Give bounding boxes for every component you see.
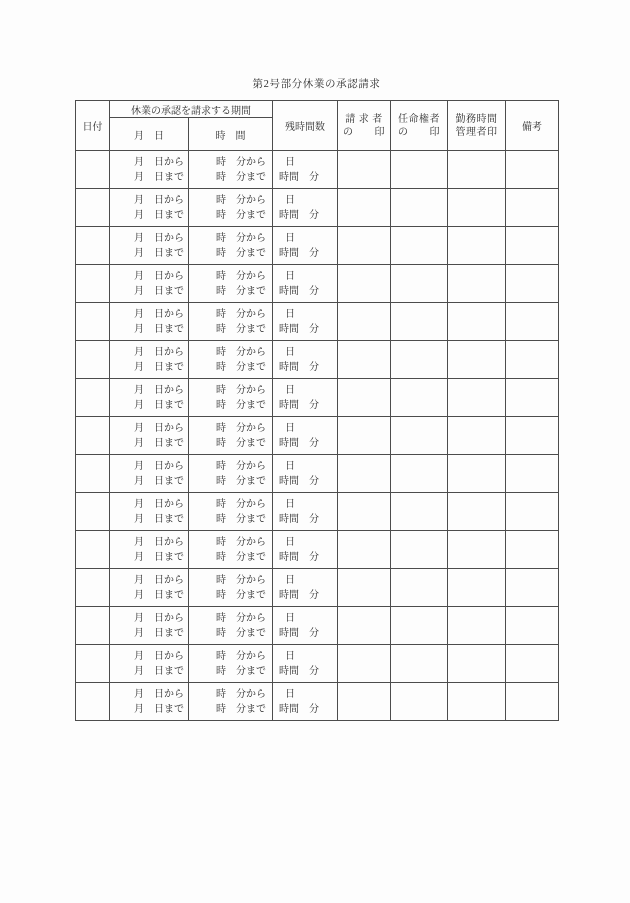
date-cell [76, 227, 110, 265]
month-day-to-label: 月 日まで [134, 551, 184, 563]
header-period-group: 休業の承認を請求する期間 [110, 101, 273, 118]
remaining-hours-cell [273, 493, 338, 531]
time-from-label: 時 分から [216, 536, 266, 548]
time-cell [189, 607, 273, 645]
appointer-seal-cell [391, 569, 448, 607]
requester-seal-cell [338, 379, 391, 417]
month-day-cell [110, 531, 189, 569]
request-row [76, 683, 559, 721]
time-cell [189, 417, 273, 455]
time-cell [189, 455, 273, 493]
month-day-from-label: 月 日から [134, 688, 184, 700]
appointer-seal-cell [391, 493, 448, 531]
month-day-cell [110, 417, 189, 455]
time-to-label: 時 分まで [216, 627, 266, 639]
requester-seal-cell [338, 683, 391, 721]
requester-seal-cell [338, 493, 391, 531]
remarks-cell [506, 417, 559, 455]
month-day-cell [110, 341, 189, 379]
worktime-manager-seal-cell [448, 493, 506, 531]
remaining-hours-cell [273, 341, 338, 379]
month-day-from-label: 月 日から [134, 422, 184, 434]
requester-seal-cell [338, 569, 391, 607]
month-day-from-label: 月 日から [134, 232, 184, 244]
remaining-hour-min-label: 時間 分 [279, 475, 319, 487]
request-row [76, 189, 559, 227]
request-row [76, 227, 559, 265]
month-day-from-label: 月 日から [134, 536, 184, 548]
appointer-seal-cell [391, 607, 448, 645]
time-cell [189, 645, 273, 683]
remaining-hours-cell [273, 265, 338, 303]
date-cell [76, 341, 110, 379]
worktime-manager-seal-cell [448, 645, 506, 683]
remarks-cell [506, 341, 559, 379]
header-remaining-hours: 残時間数 [273, 101, 338, 151]
month-day-to-label: 月 日まで [134, 247, 184, 259]
request-row [76, 645, 559, 683]
month-day-from-label: 月 日から [134, 156, 184, 168]
time-cell [189, 151, 273, 189]
remaining-hours-cell [273, 683, 338, 721]
remarks-cell [506, 493, 559, 531]
time-cell [189, 683, 273, 721]
time-to-label: 時 分まで [216, 323, 266, 335]
remarks-cell [506, 227, 559, 265]
remarks-cell [506, 189, 559, 227]
time-from-label: 時 分から [216, 574, 266, 586]
remaining-hours-cell [273, 569, 338, 607]
requester-seal-cell [338, 151, 391, 189]
remarks-cell [506, 569, 559, 607]
month-day-cell [110, 607, 189, 645]
header-month-day: 月 日 [110, 118, 189, 151]
remarks-cell [506, 151, 559, 189]
remaining-day-label: 日 [285, 194, 295, 206]
worktime-manager-seal-cell [448, 151, 506, 189]
date-cell [76, 151, 110, 189]
remaining-hour-min-label: 時間 分 [279, 209, 319, 221]
remaining-hour-min-label: 時間 分 [279, 513, 319, 525]
remaining-hours-cell [273, 151, 338, 189]
time-to-label: 時 分まで [216, 665, 266, 677]
partial-leave-approval-table [75, 100, 559, 721]
month-day-cell [110, 265, 189, 303]
worktime-manager-seal-cell [448, 531, 506, 569]
request-row [76, 379, 559, 417]
month-day-to-label: 月 日まで [134, 513, 184, 525]
time-from-label: 時 分から [216, 156, 266, 168]
request-row [76, 341, 559, 379]
remaining-hour-min-label: 時間 分 [279, 703, 319, 715]
date-cell [76, 189, 110, 227]
request-row [76, 455, 559, 493]
requester-seal-cell [338, 645, 391, 683]
form-title: 第2号部分休業の承認請求 [252, 79, 381, 90]
remaining-hours-cell [273, 607, 338, 645]
worktime-manager-seal-cell [448, 569, 506, 607]
month-day-cell [110, 379, 189, 417]
remarks-cell [506, 303, 559, 341]
remaining-hours-cell [273, 189, 338, 227]
time-cell [189, 493, 273, 531]
time-cell [189, 227, 273, 265]
header-remarks: 備考 [506, 101, 559, 151]
date-cell [76, 645, 110, 683]
month-day-from-label: 月 日から [134, 384, 184, 396]
remaining-hours-cell [273, 645, 338, 683]
request-row [76, 607, 559, 645]
remaining-day-label: 日 [285, 574, 295, 586]
requester-seal-cell [338, 341, 391, 379]
month-day-cell [110, 683, 189, 721]
header-worktime-manager-seal-line2: 管理者印 [455, 126, 498, 138]
requester-seal-cell [338, 189, 391, 227]
remaining-hours-cell [273, 417, 338, 455]
remarks-cell [506, 683, 559, 721]
worktime-manager-seal-cell [448, 417, 506, 455]
time-from-label: 時 分から [216, 270, 266, 282]
header-requester-seal [338, 101, 391, 151]
time-from-label: 時 分から [216, 232, 266, 244]
remaining-day-label: 日 [285, 270, 295, 282]
request-row [76, 569, 559, 607]
remaining-hours-cell [273, 455, 338, 493]
time-to-label: 時 分まで [216, 361, 266, 373]
remarks-cell [506, 607, 559, 645]
appointer-seal-cell [391, 683, 448, 721]
table-header [76, 101, 559, 151]
time-cell [189, 265, 273, 303]
month-day-to-label: 月 日まで [134, 703, 184, 715]
month-day-to-label: 月 日まで [134, 171, 184, 183]
remaining-hour-min-label: 時間 分 [279, 551, 319, 563]
remaining-hour-min-label: 時間 分 [279, 247, 319, 259]
request-row [76, 265, 559, 303]
requester-seal-cell [338, 607, 391, 645]
month-day-to-label: 月 日まで [134, 285, 184, 297]
month-day-cell [110, 227, 189, 265]
time-to-label: 時 分まで [216, 437, 266, 449]
worktime-manager-seal-cell [448, 265, 506, 303]
appointer-seal-cell [391, 455, 448, 493]
appointer-seal-cell [391, 189, 448, 227]
remarks-cell [506, 455, 559, 493]
appointer-seal-cell [391, 341, 448, 379]
request-rows [76, 151, 559, 721]
requester-seal-cell [338, 455, 391, 493]
date-cell [76, 417, 110, 455]
time-cell [189, 341, 273, 379]
time-to-label: 時 分まで [216, 475, 266, 487]
time-from-label: 時 分から [216, 194, 266, 206]
month-day-to-label: 月 日まで [134, 665, 184, 677]
time-from-label: 時 分から [216, 612, 266, 624]
time-from-label: 時 分から [216, 422, 266, 434]
time-to-label: 時 分まで [216, 551, 266, 563]
month-day-to-label: 月 日まで [134, 589, 184, 601]
month-day-from-label: 月 日から [134, 308, 184, 320]
month-day-to-label: 月 日まで [134, 627, 184, 639]
time-from-label: 時 分から [216, 650, 266, 662]
month-day-from-label: 月 日から [134, 612, 184, 624]
date-cell [76, 683, 110, 721]
month-day-from-label: 月 日から [134, 194, 184, 206]
header-worktime-manager-seal-line1: 勤務時間 [455, 113, 498, 125]
remaining-day-label: 日 [285, 346, 295, 358]
remaining-day-label: 日 [285, 422, 295, 434]
month-day-to-label: 月 日まで [134, 475, 184, 487]
month-day-to-label: 月 日まで [134, 323, 184, 335]
month-day-cell [110, 151, 189, 189]
time-from-label: 時 分から [216, 384, 266, 396]
time-from-label: 時 分から [216, 308, 266, 320]
remarks-cell [506, 379, 559, 417]
header-requester-seal-line1: 請 求 者 [345, 113, 383, 125]
time-to-label: 時 分まで [216, 285, 266, 297]
time-cell [189, 379, 273, 417]
remaining-day-label: 日 [285, 688, 295, 700]
header-appointer-seal-line2: の 印 [398, 126, 440, 138]
month-day-from-label: 月 日から [134, 460, 184, 472]
month-day-from-label: 月 日から [134, 574, 184, 586]
requester-seal-cell [338, 417, 391, 455]
time-to-label: 時 分まで [216, 589, 266, 601]
time-to-label: 時 分まで [216, 171, 266, 183]
month-day-to-label: 月 日まで [134, 399, 184, 411]
month-day-from-label: 月 日から [134, 270, 184, 282]
remaining-hour-min-label: 時間 分 [279, 323, 319, 335]
request-row [76, 531, 559, 569]
date-cell [76, 493, 110, 531]
month-day-cell [110, 493, 189, 531]
remarks-cell [506, 645, 559, 683]
remaining-day-label: 日 [285, 460, 295, 472]
remaining-day-label: 日 [285, 232, 295, 244]
remarks-cell [506, 531, 559, 569]
remaining-day-label: 日 [285, 650, 295, 662]
time-cell [189, 531, 273, 569]
header-time: 時 間 [189, 118, 273, 151]
header-requester-seal-line2: の 印 [343, 126, 385, 138]
remaining-hour-min-label: 時間 分 [279, 437, 319, 449]
appointer-seal-cell [391, 417, 448, 455]
header-appointer-seal-line1: 任命権者 [398, 113, 440, 125]
date-cell [76, 569, 110, 607]
requester-seal-cell [338, 531, 391, 569]
date-cell [76, 455, 110, 493]
worktime-manager-seal-cell [448, 455, 506, 493]
remaining-day-label: 日 [285, 536, 295, 548]
worktime-manager-seal-cell [448, 227, 506, 265]
request-row [76, 417, 559, 455]
time-to-label: 時 分まで [216, 209, 266, 221]
worktime-manager-seal-cell [448, 607, 506, 645]
appointer-seal-cell [391, 531, 448, 569]
time-from-label: 時 分から [216, 688, 266, 700]
remaining-day-label: 日 [285, 156, 295, 168]
remaining-hour-min-label: 時間 分 [279, 665, 319, 677]
appointer-seal-cell [391, 227, 448, 265]
time-cell [189, 303, 273, 341]
month-day-from-label: 月 日から [134, 498, 184, 510]
time-cell [189, 189, 273, 227]
month-day-to-label: 月 日まで [134, 361, 184, 373]
time-from-label: 時 分から [216, 498, 266, 510]
month-day-cell [110, 303, 189, 341]
header-date: 日付 [76, 101, 110, 151]
worktime-manager-seal-cell [448, 683, 506, 721]
worktime-manager-seal-cell [448, 379, 506, 417]
remaining-hour-min-label: 時間 分 [279, 589, 319, 601]
date-cell [76, 303, 110, 341]
date-cell [76, 531, 110, 569]
requester-seal-cell [338, 227, 391, 265]
remaining-hours-cell [273, 531, 338, 569]
requester-seal-cell [338, 265, 391, 303]
time-to-label: 時 分まで [216, 513, 266, 525]
date-cell [76, 607, 110, 645]
remaining-hour-min-label: 時間 分 [279, 399, 319, 411]
time-from-label: 時 分から [216, 460, 266, 472]
date-cell [76, 379, 110, 417]
remarks-cell [506, 265, 559, 303]
worktime-manager-seal-cell [448, 303, 506, 341]
request-row [76, 151, 559, 189]
remaining-hours-cell [273, 379, 338, 417]
remaining-hours-cell [273, 303, 338, 341]
header-worktime-manager-seal [448, 101, 506, 151]
month-day-cell [110, 569, 189, 607]
remaining-hour-min-label: 時間 分 [279, 171, 319, 183]
remaining-hour-min-label: 時間 分 [279, 285, 319, 297]
month-day-from-label: 月 日から [134, 650, 184, 662]
month-day-cell [110, 189, 189, 227]
month-day-from-label: 月 日から [134, 346, 184, 358]
remaining-day-label: 日 [285, 308, 295, 320]
date-cell [76, 265, 110, 303]
appointer-seal-cell [391, 265, 448, 303]
appointer-seal-cell [391, 379, 448, 417]
time-from-label: 時 分から [216, 346, 266, 358]
month-day-cell [110, 455, 189, 493]
requester-seal-cell [338, 303, 391, 341]
request-row [76, 493, 559, 531]
month-day-to-label: 月 日まで [134, 437, 184, 449]
remaining-hours-cell [273, 227, 338, 265]
time-to-label: 時 分まで [216, 247, 266, 259]
remaining-day-label: 日 [285, 384, 295, 396]
month-day-to-label: 月 日まで [134, 209, 184, 221]
time-to-label: 時 分まで [216, 399, 266, 411]
remaining-day-label: 日 [285, 498, 295, 510]
time-to-label: 時 分まで [216, 703, 266, 715]
header-appointer-seal [391, 101, 448, 151]
remaining-day-label: 日 [285, 612, 295, 624]
worktime-manager-seal-cell [448, 341, 506, 379]
appointer-seal-cell [391, 303, 448, 341]
month-day-cell [110, 645, 189, 683]
worktime-manager-seal-cell [448, 189, 506, 227]
request-row [76, 303, 559, 341]
time-cell [189, 569, 273, 607]
remaining-hour-min-label: 時間 分 [279, 627, 319, 639]
appointer-seal-cell [391, 151, 448, 189]
appointer-seal-cell [391, 645, 448, 683]
remaining-hour-min-label: 時間 分 [279, 361, 319, 373]
